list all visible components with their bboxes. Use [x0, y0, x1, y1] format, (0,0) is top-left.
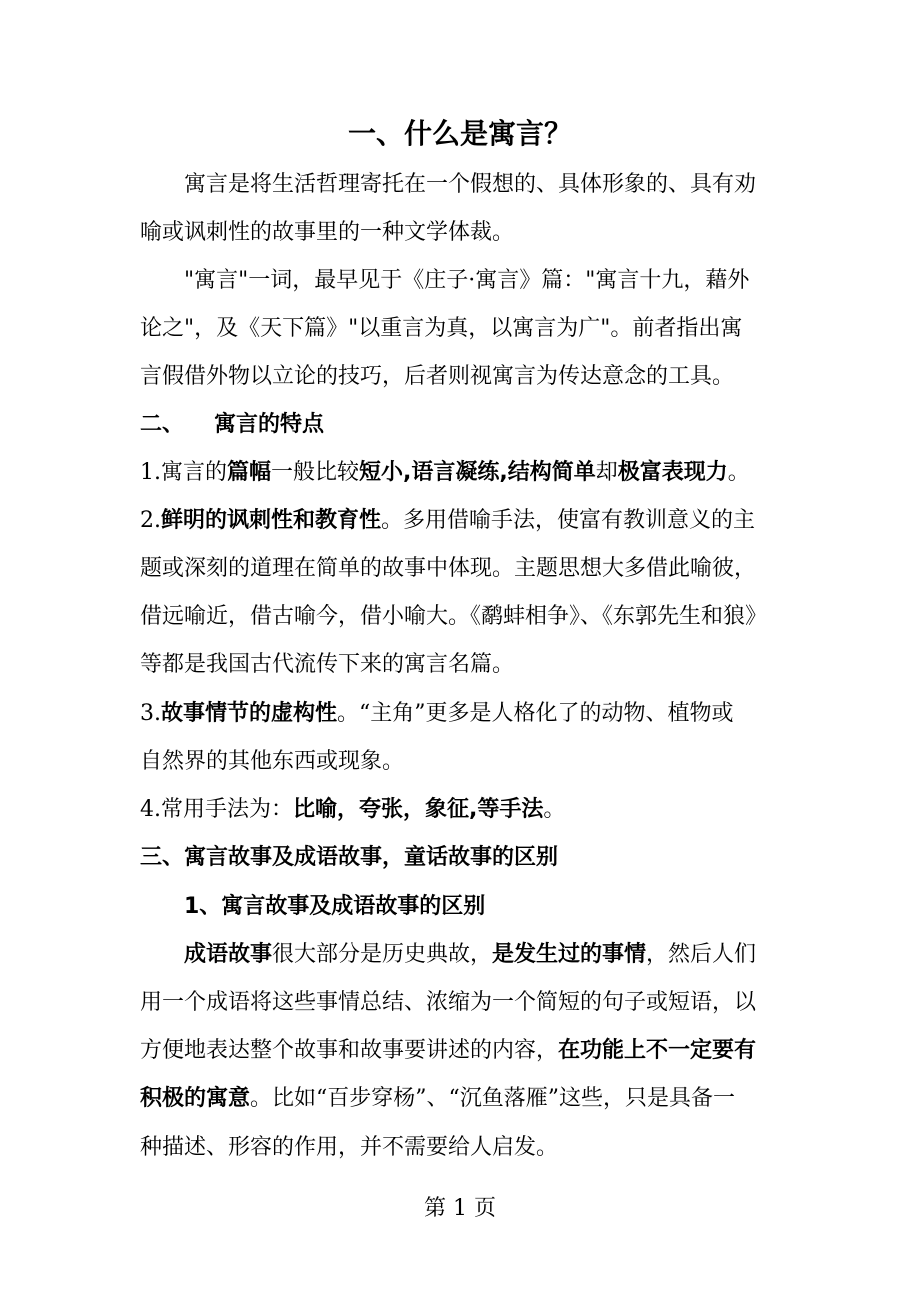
paragraph-line: 寓言是将生活哲理寄托在一个假想的、具体形象的、具有劝 — [184, 172, 757, 197]
paragraph-line: 题或深刻的道理在简单的故事中体现。主题思想大多借此喻彼， — [140, 556, 757, 581]
paragraph-line: 等都是我国古代流传下来的寓言名篇。 — [140, 652, 515, 677]
paragraph-line: 借远喻近，借古喻今，借小喻大。《鹬蚌相争》、《东郭先生和狼》 — [140, 604, 768, 629]
paragraph-line: "寓言"一词，最早见于《庄子·寓言》篇："寓言十九，藉外 — [184, 268, 750, 293]
list-text: 。“主角”更多是人格化了的动物、植物或 — [337, 701, 734, 726]
section-number: 二、 — [140, 412, 185, 437]
paragraph-line — [140, 1034, 800, 1068]
list-item — [140, 456, 800, 490]
list-text: 却 — [595, 460, 618, 485]
list-item — [140, 697, 800, 731]
list-text: 1.寓言的 — [140, 460, 227, 485]
list-item — [140, 504, 800, 538]
emphasis-text: 短小,语言凝练,结构简单 — [359, 460, 596, 485]
section-title: 寓言的特点 — [214, 412, 325, 437]
paragraph-line: 用一个成语将这些事情总结、浓缩为一个简短的句子或短语，以 — [140, 990, 757, 1015]
emphasis-text: 鲜明的讽刺性和教育性 — [161, 508, 382, 533]
paragraph-line: 自然界的其他东西或现象。 — [140, 749, 405, 774]
body-text: 很大部分是历史典故， — [272, 942, 493, 967]
body-text: ，然后人们 — [646, 942, 757, 967]
list-text: 4.常用手法为： — [140, 797, 293, 822]
subsection-heading: 1、寓言故事及成语故事的区别 — [184, 894, 486, 919]
emphasis-text: 故事情节的虚构性 — [161, 701, 338, 726]
emphasis-text: 是发生过的事情 — [492, 942, 647, 967]
emphasis-text: 比喻，夸张，象征,等手法 — [293, 797, 544, 822]
emphasis-text: 篇幅 — [227, 460, 272, 485]
list-text: 。 — [543, 797, 566, 822]
section-heading — [140, 408, 800, 442]
page-title: 一、什么是寓言？ — [347, 117, 572, 150]
list-item — [140, 793, 800, 827]
list-text: 3. — [140, 701, 161, 726]
paragraph-line: 论之"，及《天下篇》"以重言为真，以寓言为广"。前者指出寓 — [140, 316, 743, 341]
list-text: 2. — [140, 508, 161, 533]
page-number: 第 1 页 — [424, 1196, 496, 1221]
emphasis-text: 极富表现力 — [617, 460, 728, 485]
list-text: 。多用借喻手法，使富有教训意义的主 — [381, 508, 756, 533]
paragraph-line: 喻或讽刺性的故事里的一种文学体裁。 — [140, 220, 515, 245]
paragraph-line: 种描述、形容的作用，并不需要给人启发。 — [140, 1135, 559, 1160]
emphasis-text: 在功能上不一定要有 — [558, 1038, 757, 1063]
body-text: 。比如“百步穿杨”、“沉鱼落雁”这些，只是具备一 — [250, 1086, 736, 1111]
list-text: 一般比较 — [271, 460, 360, 485]
body-text: 方便地表达整个故事和故事要讲述的内容， — [140, 1038, 559, 1063]
paragraph-line: 言假借外物以立论的技巧，后者则视寓言为传达意念的工具。 — [140, 364, 735, 389]
paragraph-line — [184, 938, 800, 972]
emphasis-text: 成语故事 — [184, 942, 273, 967]
emphasis-text: 积极的寓意 — [140, 1086, 251, 1111]
section-heading: 三、寓言故事及成语故事，童话故事的区别 — [140, 845, 559, 870]
paragraph-line — [140, 1082, 800, 1116]
list-text: 。 — [727, 460, 750, 485]
